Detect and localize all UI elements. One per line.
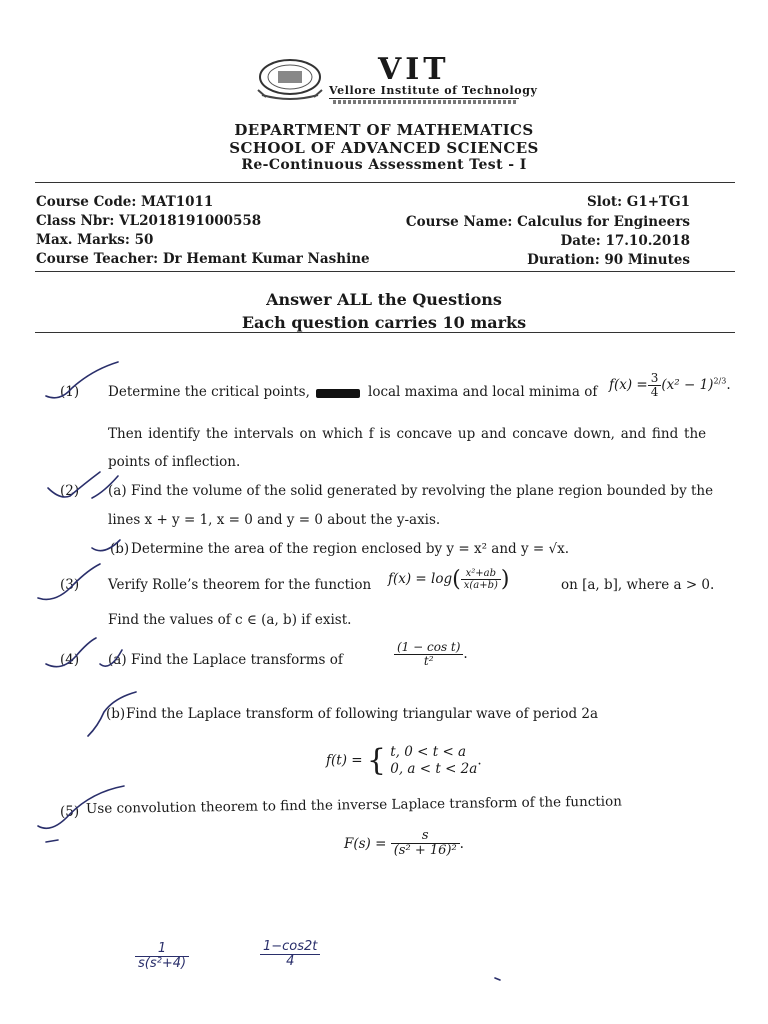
vit-logo-text: VIT <box>378 52 450 87</box>
question-2b-text: Determine the area of the region enclosed by y = x² and y = √x. <box>131 541 569 557</box>
tick-mark-q4 <box>46 638 96 667</box>
question-4b-text: Find the Laplace transform of following triangular wave of period 2a <box>126 706 599 722</box>
tick-mark-q4a <box>100 650 122 666</box>
question-2b-label: (b) <box>110 541 130 557</box>
function-exponent: 2/3 <box>713 376 727 386</box>
tick-mark-q2a <box>92 476 118 498</box>
question-1-text-a: Determine the critical points, <box>108 384 310 400</box>
tick-mark-q3 <box>38 564 100 599</box>
max-marks: Max. Marks: 50 <box>36 232 154 248</box>
tick-mark-q2b <box>92 540 120 551</box>
question-1-line-3: points of inflection. <box>108 454 241 470</box>
tick-mark-q5 <box>38 786 124 828</box>
exam-date: Date: 17.10.2018 <box>560 233 690 249</box>
question-4a-text: Find the Laplace transforms of <box>131 652 343 668</box>
question-5-text: Use convolution theorem to find the inverse Laplace transform of the function <box>85 793 623 817</box>
function-lhs: f(x) = <box>609 377 648 394</box>
instruction-line-1: Answer ALL the Questions <box>266 290 502 309</box>
question-3-number: (3) <box>60 577 80 593</box>
course-code: Course Code: MAT1011 <box>36 194 214 210</box>
question-4a-expression: $\frac{\text{(1 − cos t)}}{\text{t²}}$ . <box>394 641 468 668</box>
institute-name: Vellore Institute of Technology <box>329 84 538 97</box>
slot: Slot: G1+TG1 <box>586 194 690 210</box>
question-4b-label: (b) <box>106 706 126 722</box>
fraction-numerator: s <box>391 829 460 844</box>
tick-mark-q1 <box>46 362 118 398</box>
question-1-function: f(x) = $\frac{3}{4}$ $(x^2 - 1)^{2/3}$. <box>609 371 731 400</box>
school-name: SCHOOL OF ADVANCED SCIENCES <box>229 139 539 157</box>
course-teacher: Course Teacher: Dr Hemant Kumar Nashine <box>36 251 370 267</box>
question-3-line-2: Find the values of c ∈ (a, b) if exist. <box>108 612 352 628</box>
fraction-denominator: (s² + 16)² <box>393 843 457 859</box>
tick-mark-q2 <box>48 472 100 497</box>
handwritten-note-1: $\frac{1}{\text{s(s²+4)}}$ <box>135 942 189 972</box>
tick-mark-q4b <box>88 692 136 736</box>
fraction-denominator: x(a+b) <box>463 580 498 591</box>
class-number: Class Nbr: VL2018191000558 <box>36 213 262 229</box>
question-3-text-a: Verify Rolle’s theorem for the function <box>108 577 372 593</box>
test-name: Re-Continuous Assessment Test - I <box>241 157 527 173</box>
fraction-numerator: (1 − cos t) <box>394 641 463 655</box>
question-4-number: (4) <box>60 652 80 668</box>
function-lhs: F(s) = <box>344 835 387 852</box>
question-2a-text: Find the volume of the solid generated by revolving the plane region bounded by the <box>131 483 714 499</box>
handwritten-note-2: $\frac{1-\cos 2t}{4}$ <box>260 940 320 970</box>
fraction-numerator: 3 <box>648 372 662 386</box>
fraction-numerator: x²+ab <box>461 568 501 580</box>
question-3-function: f(x) = log( $\frac{\text{x²+ab}}{x(a+b)}$ ) <box>388 567 510 592</box>
tick-mark-q5-underline <box>46 840 58 842</box>
question-5-number: (5) <box>60 804 80 820</box>
fraction-denominator: t² <box>423 654 434 669</box>
exam-duration: Duration: 90 Minutes <box>527 252 690 268</box>
question-4a-label: (a) <box>108 652 127 668</box>
function-rhs: (x² − 1) <box>661 377 714 394</box>
piecewise-lhs: f(t) = <box>326 752 363 769</box>
piece-2: 0, a < t < 2a <box>390 760 478 777</box>
function-lhs: f(x) = log <box>388 571 453 587</box>
question-1-text-b: local maxima and local minima of <box>368 384 598 400</box>
question-5-function: F(s) = $\frac{s}{\text{(s² + 16)²}}$ . <box>344 828 464 859</box>
question-2a-line-2: lines x + y = 1, x = 0 and y = 0 about the y-axis. <box>108 512 441 528</box>
question-1-number: (1) <box>60 384 80 400</box>
question-3-text-b: on [a, b], where a > 0. <box>561 577 715 593</box>
course-name: Course Name: Calculus for Engineers <box>405 214 690 230</box>
instruction-line-2: Each question carries 10 marks <box>241 313 527 332</box>
question-2a-label: (a) <box>108 483 127 499</box>
question-1-line-2: Then identify the intervals on which f is concave up and concave down, and find the <box>108 426 707 442</box>
pen-dot <box>495 978 500 980</box>
question-4b-piecewise: f(t) = { t, 0 < t < a 0, a < t < 2a . <box>326 743 482 778</box>
department-name: DEPARTMENT OF MATHEMATICS <box>234 121 534 139</box>
question-2-number: (2) <box>60 483 80 499</box>
piece-1: t, 0 < t < a <box>390 743 467 760</box>
fraction-denominator: 4 <box>650 385 659 400</box>
